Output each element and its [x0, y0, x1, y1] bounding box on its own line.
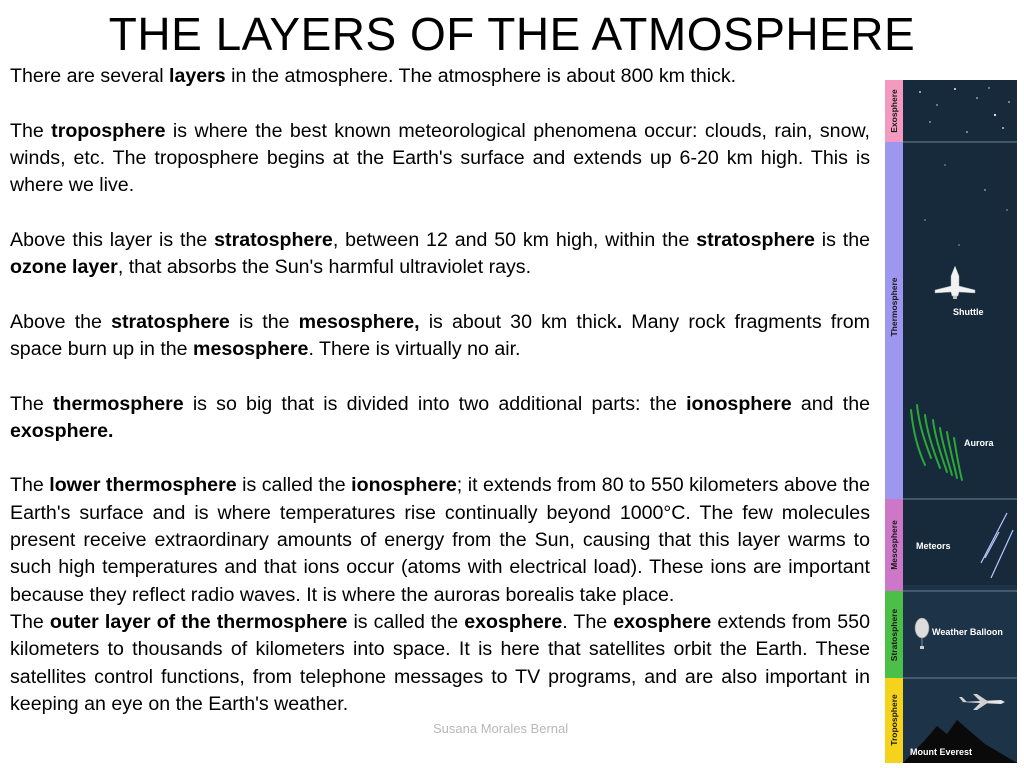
stratosphere-label: Stratosphere — [889, 608, 899, 662]
weather-balloon-label: Weather Balloon — [932, 627, 1003, 637]
aurora-label: Aurora — [964, 438, 994, 448]
text-run: , that absorbs the Sun's harmful ultraviolet rays. — [117, 256, 532, 279]
text-run: , between 12 and 50 km high, within the — [332, 228, 697, 251]
exosphere-label: Exosphere — [889, 89, 899, 133]
author-watermark: Susana Morales Bernal — [433, 721, 569, 736]
atmosphere-diagram — [885, 80, 1017, 763]
bold-term: stratosphere — [696, 228, 815, 251]
bold-term: exosphere. — [10, 419, 114, 442]
troposphere-label: Troposphere — [889, 694, 899, 746]
bold-term: layers — [169, 65, 226, 87]
mesosphere-label: Mesosphere — [889, 520, 899, 570]
text-run: The — [10, 610, 50, 633]
bold-term: outer layer of the thermosphere — [49, 610, 348, 633]
page-title: THE LAYERS OF THE ATMOSPHERE — [108, 8, 916, 60]
text-run: is called the — [236, 474, 352, 497]
text-run: Above the — [10, 310, 112, 333]
body-text — [10, 63, 870, 718]
bold-term: thermosphere — [52, 392, 184, 415]
text-run: is the — [814, 228, 870, 251]
bold-term: mesosphere — [193, 337, 309, 360]
text-run: is called the — [347, 610, 465, 633]
bold-term: stratosphere — [214, 228, 333, 251]
intro-paragraph — [10, 63, 870, 90]
text-run: . There is virtually no air. — [308, 337, 521, 360]
bold-term: troposphere — [51, 119, 166, 142]
text-run: The — [10, 474, 50, 497]
text-run: extends from 550 kilometers to thousands of kilometers into space. It is here that satellites orbit the Earth. These satellites control functions, from telephone messages to TV programs, and are also important in keeping an eye on the Earth's weather. — [10, 610, 870, 715]
bold-term: ionosphere — [686, 392, 792, 415]
text-run: is about 30 km thick — [419, 310, 617, 333]
shuttle-label: Shuttle — [953, 307, 984, 317]
text-run: is the — [229, 310, 299, 333]
bold-term: exosphere — [613, 610, 712, 633]
text-run: Above this layer is the — [10, 228, 215, 251]
text-run: . The — [562, 610, 614, 633]
thermosphere-paragraph — [10, 391, 870, 446]
bold-term: stratosphere — [111, 310, 230, 333]
bold-term: ionosphere — [351, 474, 457, 497]
text-run: ; it extends from 80 to 550 kilometers above the Earth's surface and is where temperatures rise continually beyond 1000°C. The few molecules present receive extraordinary amounts of energy from the Sun, causing that this layer warms to such high temperatures and that ions occur (atoms with electrical load). These ions are important because they reflect radio waves. It is where the auroras borealis take place. — [10, 474, 871, 606]
mount-everest-label: Mount Everest — [910, 747, 973, 757]
bold-term: ozone layer — [10, 256, 118, 279]
mesosphere-paragraph — [10, 309, 870, 364]
bold-term: . — [616, 310, 623, 333]
bold-term: mesosphere, — [298, 310, 420, 333]
text-run: is so big that is divided into two additional parts: the — [183, 392, 687, 415]
meteors-label: Meteors — [916, 541, 951, 551]
troposphere-paragraph — [10, 118, 870, 200]
text-run: Many rock fragments from space burn up in the — [10, 310, 870, 360]
text-run: is where the best known meteorological phenomena occur: clouds, rain, snow, winds, etc. The troposphere begins at the Earth's surface and extends up 6-20 km high. This is where we live. — [10, 119, 870, 197]
text-run: The — [10, 392, 53, 415]
thermosphere-label: Thermosphere — [889, 277, 899, 337]
text-run: The — [10, 119, 52, 142]
exosphere-paragraph — [10, 609, 870, 718]
text-run: There are several — [10, 65, 169, 87]
ionosphere-paragraph — [10, 472, 870, 608]
bold-term: exosphere — [464, 610, 563, 633]
stratosphere-paragraph — [10, 227, 870, 282]
bold-term: lower thermosphere — [49, 474, 237, 497]
text-run: and the — [791, 392, 871, 415]
text-run: in the atmosphere. The atmosphere is about 800 km thick. — [225, 65, 737, 87]
